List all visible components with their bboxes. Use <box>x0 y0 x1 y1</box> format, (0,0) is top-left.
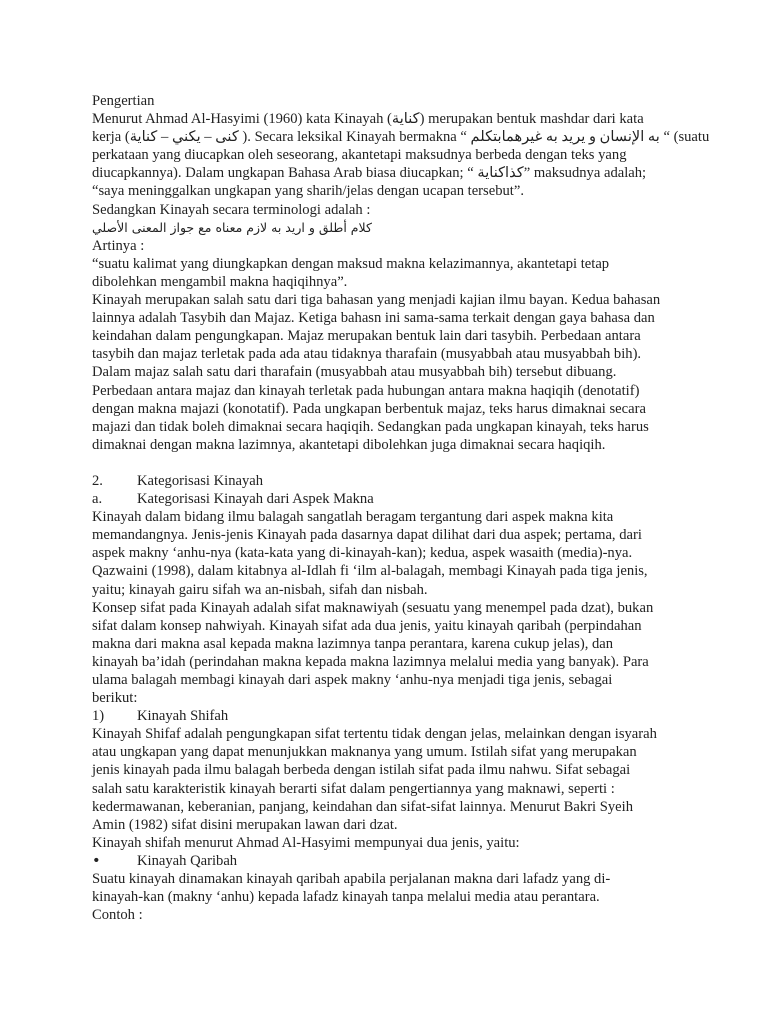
list-item-heading-1 <box>92 707 708 725</box>
text-line: Suatu kinayah dinamakan kinayah qaribah apabila perjalanan makna dari lafadz yang di- <box>92 871 611 888</box>
section-heading-2 <box>92 472 708 490</box>
text-line: sifat dalam konsep nahwiyah. Kinayah sifat ada dua jenis, yaitu kinayah qaribah (perpindahan <box>92 617 642 634</box>
section-title: Kategorisasi Kinayah <box>137 472 264 489</box>
list-title: Kinayah Shifah <box>137 708 229 725</box>
text-line: yaitu; kinayah gairu sifah wa an-nisbah, sifah dan nisbah. <box>92 581 428 598</box>
subsection-title: Kategorisasi Kinayah dari Aspek Makna <box>137 491 374 508</box>
text-line: lainnya adalah Tasybih dan Majaz. Ketiga bahasn ini sama-sama terkait dengan gaya bahasa dan <box>92 310 655 327</box>
text-line: Konsep sifat pada Kinayah adalah sifat maknawiyah (sesuatu yang menempel pada dzat), bukan <box>92 599 654 616</box>
text-line: “saya meninggalkan ungkapan yang sharih/jelas dengan ucapan tersebut”. <box>92 183 524 200</box>
bullet-title: Kinayah Qaribah <box>137 852 238 869</box>
text-line: aspek makny ‘anhu-nya (kata-kata yang di-kinayah-kan); kedua, aspek wasaith (media)-nya. <box>92 545 633 562</box>
text-line: tasybih dan majaz terletak pada ada atau tidaknya tharafain (musyabbah atau musyabbah bih). <box>92 346 642 363</box>
text-line: majazi dan tidak boleh dimaknai secara haqiqih. Sedangkan pada ungkapan kinayah, teks harus <box>92 418 649 435</box>
text-line: Kinayah dalam bidang ilmu balagah sangatlah beragam tergantung dari aspek makna kita <box>92 509 614 526</box>
subsection-heading-a <box>92 490 708 508</box>
text-line: Sedangkan Kinayah secara terminologi adalah : <box>92 201 371 218</box>
text-line: memandangnya. Jenis-jenis Kinayah pada dasarnya dapat dilihat dari dua aspek; pertama, dari <box>92 527 642 544</box>
text-line: Dalam majaz salah satu dari tharafain (musyabbah atau musyabbah bih) tersebut dibuang. <box>92 364 617 381</box>
arabic-definition: كلام أطلق و اريد به لازم معناه مع جواز المعنى الأصلي <box>92 219 372 235</box>
text-line: makna dari makna asal kepada makna lazimnya tanpa perantara, karena cukup jelas), dan <box>92 635 614 652</box>
text-line: kedermawanan, keberanian, panjang, keindahan dan sifat-sifat lainnya. Menurut Bakri Syeih <box>92 798 633 815</box>
subsection-letter: a. <box>92 491 103 508</box>
heading-pengertian: Pengertian <box>92 93 155 109</box>
text-line: dengan makna majazi (konotatif). Pada ungkapan berbentuk majaz, teks harus dimaknai secara <box>92 400 646 417</box>
text-line: jenis kinayah pada ilmu balagah berbeda dengan istilah sifat pada ilmu nahwu. Sifat sebagai <box>92 762 631 779</box>
document-body <box>92 92 708 924</box>
text-line: berikut: <box>92 690 138 707</box>
text-line: salah satu karakteristik kinayah berarti sifat dalam pengertiannya yang maknawi, seperti : <box>92 780 615 797</box>
text-line: keindahan dalam pengungkapan. Majaz merupakan bentuk lain dari tasybih. Perbedaan antara <box>92 328 641 345</box>
bullet-icon: • <box>92 851 101 869</box>
text-line: Perbedaan antara majaz dan kinayah terletak pada hubungan antara makna haqiqih (denotatif) <box>92 382 640 399</box>
text-line: Kinayah merupakan salah satu dari tiga bahasan yang menjadi kajian ilmu bayan. Kedua bahasan <box>92 292 661 309</box>
text-line: atau ungkapan yang dapat menunjukkan maknanya yang umum. Istilah sifat yang merupakan <box>92 744 637 761</box>
text-line: kinayah ba’idah (perindahan makna kepada makna lazimnya melalui media yang banyak). Para <box>92 653 649 670</box>
text-line: diucapkannya). Dalam ungkapan Bahasa Arab biasa diucapkan; “ كذاكناية” maksudnya adalah; <box>92 165 647 182</box>
text-line: ulama balagah membagi kinayah dari aspek makny ‘anhu-nya menjadi tiga jenis, sebagai <box>92 672 613 688</box>
text-line: kerja (كنى – يكني – كناية ). Secara leksikal Kinayah bermakna “ به الإنسان و يريد به غيرهمابتكلم “ (suatu <box>92 129 710 146</box>
text-line: dimaknai dengan makna lazimnya, akantetapi dibolehkan juga dimaknai secara haqiqih. <box>92 436 606 453</box>
text-line: Amin (1982) sifat disini merupakan lawan dari dzat. <box>92 816 398 833</box>
text-line: kinayah-kan (makny ‘anhu) kepada lafadz kinayah tanpa melalui media atau perantara. <box>92 889 600 906</box>
text-line: “suatu kalimat yang diungkapkan dengan maksud makna kelazimannya, akantetapi tetap <box>92 255 610 272</box>
list-number: 1) <box>92 708 105 725</box>
text-line: Artinya : <box>92 237 145 254</box>
text-line: perkataan yang diucapkan oleh seseorang, akantetapi maksudnya berbeda dengan teks yang <box>92 147 627 164</box>
bullet-heading <box>92 852 708 870</box>
text-line: Menurut Ahmad Al-Hasyimi (1960) kata Kinayah (كناية) merupakan bentuk mashdar dari kata <box>92 111 644 128</box>
section-number: 2. <box>92 472 103 489</box>
blank-line <box>92 454 708 472</box>
text-line: Contoh : <box>92 907 143 924</box>
text-line: Qazwaini (1998), dalam kitabnya al-Idlah fi ‘ilm al-balagah, membagi Kinayah pada tiga jenis, <box>92 563 648 580</box>
text-line: dibolehkan mengambil makna haqiqihnya”. <box>92 273 348 290</box>
text-line: Kinayah Shifaf adalah pengungkapan sifat tertentu tidak dengan jelas, melainkan dengan isyarah <box>92 726 657 743</box>
text-line: Kinayah shifah menurut Ahmad Al-Hasyimi mempunyai dua jenis, yaitu: <box>92 834 520 851</box>
